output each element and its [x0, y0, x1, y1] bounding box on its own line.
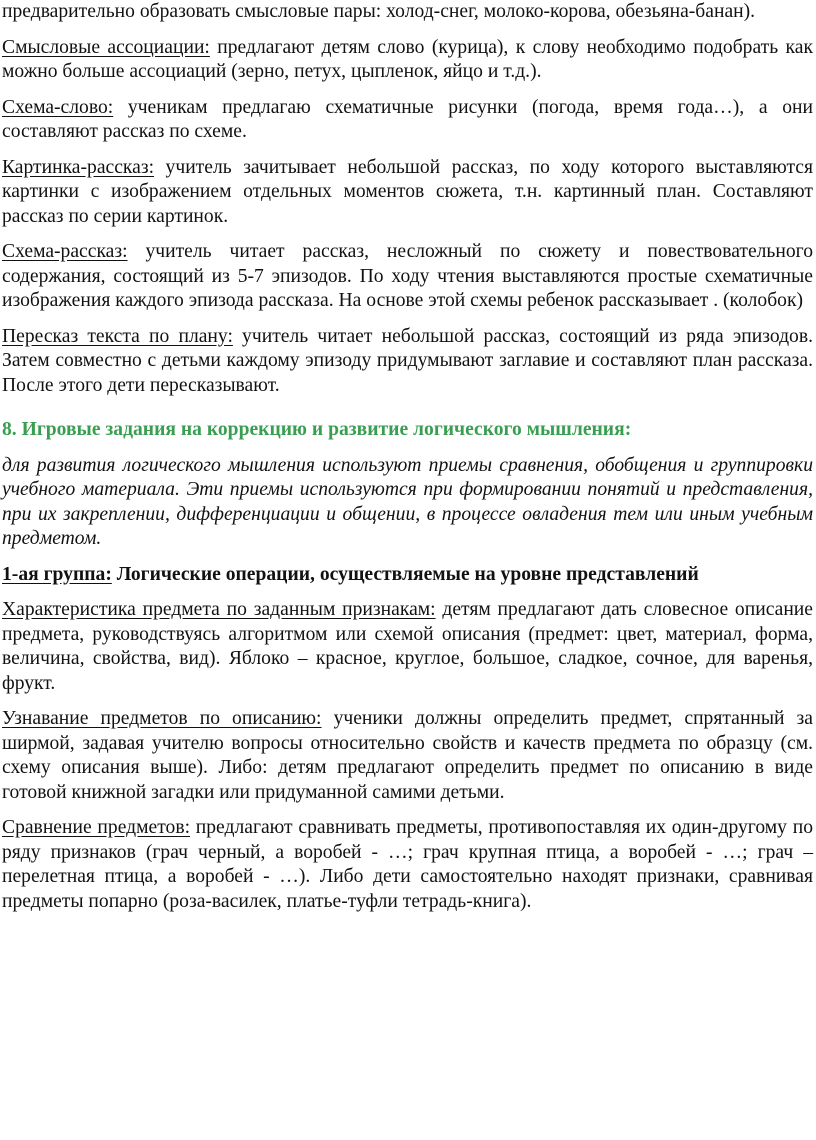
term-semantic-associations: Смысловые ассоциации: [2, 36, 210, 58]
term-recognition-by-description: Узнавание предметов по описанию: [2, 708, 322, 729]
section-heading-text: 8. Игровые задания на коррекцию и развитие логического мышления: [2, 419, 632, 440]
text-retelling-plan: учитель читает небольшой рассказ, состоящий из ряда эпизодов. Затем совместно с детьми каждому эпизоду придумывают заглавие и составляют план рассказа. После этого дети пересказывают. [2, 325, 813, 396]
paragraph-semantic-associations [2, 36, 813, 85]
text-picture-story: учитель зачитывает небольшой рассказ, по ходу которого выставляются картинки с изображением отдельных моментов сюжета, т.н. картинный план. Составляют рассказ по серии картинок. [2, 156, 813, 227]
section-heading [2, 418, 813, 443]
paragraph-recognition-by-description [2, 707, 813, 805]
text-scheme-story: учитель читает рассказ, несложный по сюжету и повествовательного содержания, состоящий из 5-7 эпизодов. По ходу чтения выставляются простые схематичные изображения каждого эпизода рассказа. На основе этой схемы ребенок рассказывает . (колобок) [2, 241, 813, 311]
intro-paragraph [2, 0, 813, 25]
text-recognition-by-description: ученики должны определить предмет, спрятанный за ширмой, задавая учителю вопросы относительно свойств и качеств предмета по образцу (см. схему описания выше). Либо: детям предлагают определить предмет по описанию в виде готовой книжной загадки или придуманной самими детьми. [2, 708, 813, 803]
paragraph-object-characteristics [2, 598, 813, 696]
term-scheme-word: Схема-слово: [2, 96, 114, 118]
section-intro-text: для развития логического мышления используют приемы сравнения, обобщения и группировки учебного материала. Эти приемы используются при формировании понятий и представления, при их закреплении, дифференциации и общении, в процессе овладения тем или иным учебным предметом. [2, 454, 813, 549]
intro-text: предварительно образовать смысловые пары: холод-снег, молоко-корова, обезьяна-банан). [2, 1, 756, 22]
group-label: 1-ая группа: [2, 563, 112, 585]
paragraph-retelling-plan [2, 325, 813, 399]
paragraph-object-comparison [2, 816, 813, 914]
paragraph-scheme-word [2, 96, 813, 145]
section-intro-paragraph [2, 454, 813, 552]
term-scheme-story: Схема-рассказ: [2, 241, 128, 262]
term-retelling-plan: Пересказ текста по плану: [2, 325, 233, 347]
text-semantic-associations: предлагают детям слово (курица), к слову необходимо подобрать как можно больше ассоциаций (зерно, петух, цыпленок, яйцо и т.д.). [2, 36, 813, 82]
term-picture-story: Картинка-рассказ: [2, 156, 155, 178]
text-object-characteristics: детям предлагают дать словесное описание предмета, руководствуясь алгоритмом или схемой описания (предмет: цвет, материал, форма, величина, свойства, вид). Яблоко – красное, круглое, большое, сладкое, сочное, для варенья, фрукт. [2, 599, 813, 694]
term-object-comparison: Сравнение предметов: [2, 817, 191, 838]
text-scheme-word: ученикам предлагаю схематичные рисунки (погода, время года…), а они составляют рассказ по схеме. [2, 96, 813, 142]
paragraph-picture-story [2, 156, 813, 230]
group-title: Логические операции, осуществляемые на уровне представлений [111, 563, 699, 585]
text-object-comparison: предлагают сравнивать предметы, противопоставляя их один-другому по ряду признаков (грач черный, а воробей - …; грач крупная птица, а воробей - …; грач – перелетная птица, а воробей - …). Либо дети самостоятельно находят признаки, сравнивая предметы попарно (роза-василек, платье-туфли тетрадь-книга). [2, 817, 813, 912]
term-object-characteristics: Характеристика предмета по заданным признакам: [2, 599, 436, 620]
group-heading [2, 563, 813, 588]
paragraph-scheme-story [2, 240, 813, 314]
